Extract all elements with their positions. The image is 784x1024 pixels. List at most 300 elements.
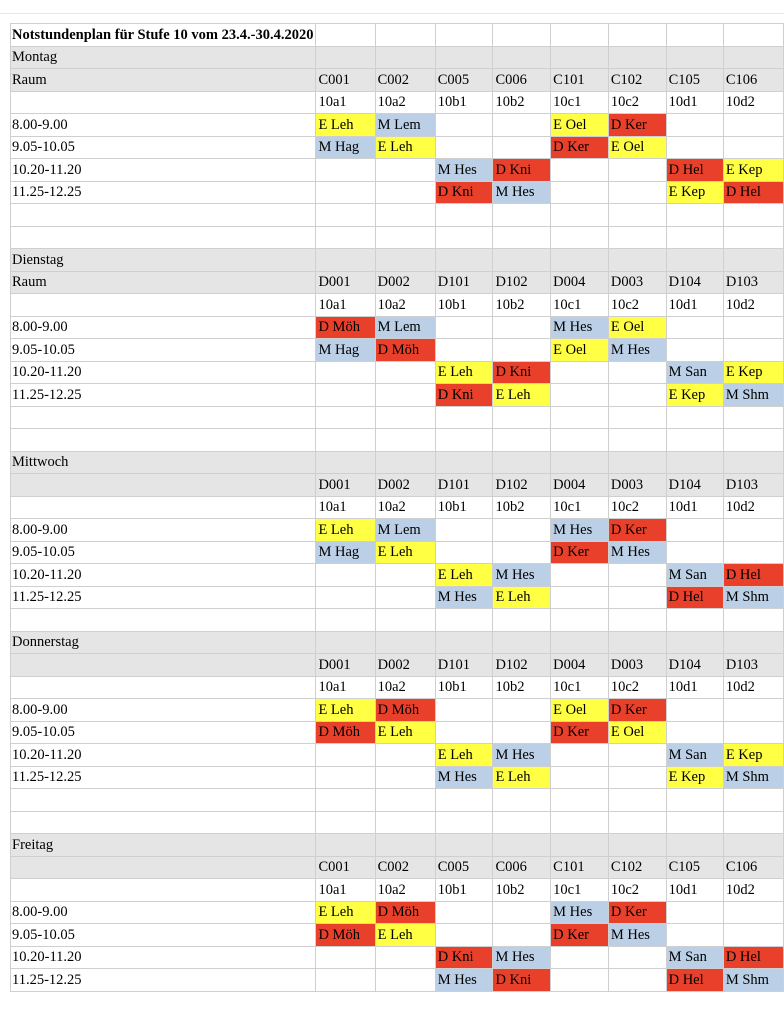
day-header-row (11, 834, 784, 857)
empty-lesson-cell (375, 159, 435, 182)
lesson-cell: D Ker (608, 901, 666, 924)
blank-cell (666, 789, 723, 812)
lesson-cell: M Hes (608, 541, 666, 564)
time-slot: 9.05-10.05 (11, 136, 316, 159)
time-slot: 8.00-9.00 (11, 519, 316, 542)
lesson-row (11, 586, 784, 609)
class-name: 10c1 (551, 294, 609, 317)
time-slot: 11.25-12.25 (11, 586, 316, 609)
room-number: D003 (608, 654, 666, 677)
lesson-cell: E Leh (316, 519, 375, 542)
room-number: C001 (316, 856, 375, 879)
time-slot: 10.20-11.20 (11, 744, 316, 767)
lesson-row (11, 924, 784, 947)
empty-lesson-cell (723, 541, 783, 564)
empty-lesson-cell (666, 721, 723, 744)
room-number: C002 (375, 69, 435, 92)
lesson-cell: D Hel (666, 586, 723, 609)
class-name: 10a2 (375, 676, 435, 699)
lesson-cell: E Oel (551, 114, 609, 137)
blank-cell (435, 789, 493, 812)
lesson-cell: M San (666, 564, 723, 587)
empty-lesson-cell (666, 901, 723, 924)
header-blank-cell (666, 631, 723, 654)
empty-lesson-cell (435, 901, 493, 924)
lesson-cell: M Hag (316, 541, 375, 564)
room-number: C006 (493, 856, 551, 879)
lesson-cell: D Möh (316, 721, 375, 744)
lesson-cell: M Hes (551, 519, 609, 542)
room-number: C001 (316, 69, 375, 92)
empty-lesson-cell (666, 114, 723, 137)
empty-lesson-cell (316, 766, 375, 789)
time-slot: 11.25-12.25 (11, 181, 316, 204)
room-number: D004 (551, 474, 609, 497)
lesson-cell: M Hes (608, 924, 666, 947)
lesson-cell: E Oel (551, 699, 609, 722)
room-number: D101 (435, 654, 493, 677)
time-slot: 9.05-10.05 (11, 924, 316, 947)
class-name: 10c2 (608, 496, 666, 519)
empty-lesson-cell (723, 924, 783, 947)
empty-lesson-cell (723, 316, 783, 339)
header-blank-cell (493, 249, 551, 272)
lesson-row (11, 339, 784, 362)
empty-lesson-cell (435, 699, 493, 722)
lesson-cell: E Leh (493, 384, 551, 407)
blank-cell (375, 406, 435, 429)
lesson-cell: M Hes (435, 159, 493, 182)
empty-lesson-cell (608, 564, 666, 587)
lesson-row (11, 699, 784, 722)
header-blank-cell (608, 46, 666, 69)
class-name: 10d1 (666, 294, 723, 317)
lesson-cell: E Kep (666, 766, 723, 789)
class-row-blank (11, 879, 316, 902)
lesson-cell: M Lem (375, 316, 435, 339)
lesson-cell: E Kep (723, 361, 783, 384)
blank-cell (666, 406, 723, 429)
blank-row (11, 811, 784, 834)
day-header-row (11, 451, 784, 474)
empty-lesson-cell (608, 361, 666, 384)
room-number: D002 (375, 271, 435, 294)
class-row-blank (11, 294, 316, 317)
blank-cell (666, 609, 723, 632)
header-blank-cell (375, 834, 435, 857)
empty-lesson-cell (493, 721, 551, 744)
lesson-cell: E Oel (608, 136, 666, 159)
blank-cell (608, 226, 666, 249)
class-name: 10a1 (316, 496, 375, 519)
room-number: C005 (435, 856, 493, 879)
lesson-row (11, 316, 784, 339)
blank-cell (375, 811, 435, 834)
blank-cell (316, 226, 375, 249)
room-number: D002 (375, 654, 435, 677)
lesson-row (11, 946, 784, 969)
blank-cell (608, 406, 666, 429)
class-row (11, 879, 784, 902)
class-name: 10a2 (375, 91, 435, 114)
page-title: Notstundenplan für Stufe 10 vom 23.4.-30.4.2020 (11, 24, 316, 47)
room-label (11, 654, 316, 677)
blank-cell (493, 789, 551, 812)
lesson-cell: E Leh (375, 136, 435, 159)
header-blank-cell (608, 451, 666, 474)
room-number: D102 (493, 654, 551, 677)
blank-cell (375, 789, 435, 812)
header-blank-cell (723, 631, 783, 654)
blank-cell (723, 609, 783, 632)
time-slot: 8.00-9.00 (11, 699, 316, 722)
lesson-cell: E Leh (493, 766, 551, 789)
empty-lesson-cell (435, 924, 493, 947)
room-number: C106 (723, 856, 783, 879)
room-number: C102 (608, 69, 666, 92)
lesson-cell: E Oel (608, 721, 666, 744)
empty-lesson-cell (551, 361, 609, 384)
time-slot: 11.25-12.25 (11, 384, 316, 407)
class-name: 10b1 (435, 91, 493, 114)
blank-cell (11, 204, 316, 227)
lesson-cell: D Ker (551, 924, 609, 947)
blank-cell (666, 811, 723, 834)
class-name: 10d1 (666, 496, 723, 519)
lesson-cell: D Möh (316, 316, 375, 339)
empty-lesson-cell (723, 339, 783, 362)
room-number: C101 (551, 69, 609, 92)
lesson-cell: E Leh (435, 564, 493, 587)
lesson-row (11, 181, 784, 204)
header-blank-cell (435, 46, 493, 69)
lesson-cell: E Leh (493, 586, 551, 609)
room-row (11, 271, 784, 294)
lesson-row (11, 721, 784, 744)
room-label (11, 474, 316, 497)
blank-cell (493, 609, 551, 632)
header-blank-cell (316, 451, 375, 474)
empty-lesson-cell (375, 766, 435, 789)
blank-row (11, 204, 784, 227)
header-blank-cell (551, 834, 609, 857)
class-row (11, 91, 784, 114)
header-blank-cell (316, 46, 375, 69)
header-blank-cell (435, 631, 493, 654)
empty-lesson-cell (375, 384, 435, 407)
header-blank-cell (723, 46, 783, 69)
blank-cell (435, 406, 493, 429)
empty-lesson-cell (666, 316, 723, 339)
lesson-cell: D Möh (375, 699, 435, 722)
lesson-cell: M Hes (435, 586, 493, 609)
blank-row (11, 406, 784, 429)
room-label: Raum (11, 271, 316, 294)
time-slot: 9.05-10.05 (11, 721, 316, 744)
header-blank-cell (551, 451, 609, 474)
lesson-cell: M Shm (723, 969, 783, 992)
class-name: 10c2 (608, 91, 666, 114)
class-name: 10a2 (375, 879, 435, 902)
room-number: D002 (375, 474, 435, 497)
room-number: D103 (723, 474, 783, 497)
empty-lesson-cell (608, 766, 666, 789)
lesson-cell: D Möh (375, 339, 435, 362)
blank-cell (551, 226, 609, 249)
class-row (11, 496, 784, 519)
header-blank-cell (723, 834, 783, 857)
empty-lesson-cell (375, 969, 435, 992)
header-blank-cell (316, 631, 375, 654)
header-blank-cell (375, 46, 435, 69)
top-divider (0, 13, 784, 14)
lesson-cell: M Hes (493, 564, 551, 587)
time-slot: 11.25-12.25 (11, 766, 316, 789)
blank-row (11, 609, 784, 632)
lesson-cell: E Leh (375, 721, 435, 744)
empty-lesson-cell (723, 136, 783, 159)
empty-lesson-cell (493, 136, 551, 159)
empty-lesson-cell (608, 159, 666, 182)
blank-cell (666, 204, 723, 227)
blank-cell (723, 429, 783, 452)
lesson-row (11, 136, 784, 159)
lesson-cell: D Ker (551, 721, 609, 744)
blank-cell (435, 204, 493, 227)
header-blank-cell (493, 834, 551, 857)
lesson-row (11, 744, 784, 767)
lesson-cell: E Oel (608, 316, 666, 339)
blank-row (11, 429, 784, 452)
lesson-row (11, 901, 784, 924)
day-header-row (11, 631, 784, 654)
empty-lesson-cell (435, 519, 493, 542)
header-blank-cell (375, 631, 435, 654)
empty-lesson-cell (493, 114, 551, 137)
blank-cell (493, 429, 551, 452)
empty-lesson-cell (316, 744, 375, 767)
empty-lesson-cell (316, 946, 375, 969)
empty-lesson-cell (435, 339, 493, 362)
blank-cell (493, 811, 551, 834)
time-slot: 9.05-10.05 (11, 339, 316, 362)
header-blank-cell (375, 249, 435, 272)
blank-cell (608, 204, 666, 227)
blank-cell (666, 429, 723, 452)
room-row (11, 474, 784, 497)
empty-lesson-cell (316, 384, 375, 407)
empty-lesson-cell (375, 181, 435, 204)
empty-lesson-cell (723, 901, 783, 924)
header-blank-cell (608, 249, 666, 272)
class-name: 10c2 (608, 879, 666, 902)
class-name: 10c2 (608, 676, 666, 699)
class-name: 10d1 (666, 879, 723, 902)
blank-cell (723, 811, 783, 834)
time-slot: 10.20-11.20 (11, 564, 316, 587)
blank-cell (11, 609, 316, 632)
empty-lesson-cell (551, 969, 609, 992)
room-number: D104 (666, 271, 723, 294)
room-number: D102 (493, 271, 551, 294)
blank-cell (493, 226, 551, 249)
room-number: D003 (608, 271, 666, 294)
lesson-cell: D Ker (608, 699, 666, 722)
class-name: 10b1 (435, 676, 493, 699)
empty-lesson-cell (666, 136, 723, 159)
blank-cell (11, 811, 316, 834)
room-number: D101 (435, 474, 493, 497)
header-blank-cell (551, 631, 609, 654)
class-name: 10c1 (551, 91, 609, 114)
time-slot: 11.25-12.25 (11, 969, 316, 992)
title-row (11, 24, 784, 47)
empty-lesson-cell (316, 159, 375, 182)
header-blank-cell (493, 46, 551, 69)
class-name: 10b1 (435, 496, 493, 519)
empty-lesson-cell (375, 744, 435, 767)
blank-cell (723, 789, 783, 812)
blank-cell (551, 811, 609, 834)
empty-lesson-cell (551, 766, 609, 789)
blank-cell (608, 811, 666, 834)
room-row (11, 654, 784, 677)
header-blank-cell (493, 631, 551, 654)
blank-cell (435, 811, 493, 834)
empty-lesson-cell (551, 564, 609, 587)
blank-cell (493, 406, 551, 429)
empty-lesson-cell (435, 316, 493, 339)
header-blank-cell (435, 451, 493, 474)
lesson-cell: M Shm (723, 384, 783, 407)
lesson-cell: E Kep (666, 384, 723, 407)
class-name: 10a2 (375, 496, 435, 519)
header-blank-cell (608, 631, 666, 654)
lesson-cell: D Kni (493, 159, 551, 182)
lesson-cell: M Hes (435, 766, 493, 789)
time-slot: 10.20-11.20 (11, 361, 316, 384)
empty-lesson-cell (375, 586, 435, 609)
class-name: 10d1 (666, 676, 723, 699)
lesson-cell: D Möh (375, 901, 435, 924)
lesson-cell: E Leh (435, 744, 493, 767)
lesson-cell: E Leh (316, 699, 375, 722)
empty-lesson-cell (666, 541, 723, 564)
time-slot: 9.05-10.05 (11, 541, 316, 564)
blank-cell (316, 204, 375, 227)
class-name: 10a1 (316, 294, 375, 317)
lesson-cell: M Hes (551, 901, 609, 924)
lesson-cell: D Hel (666, 969, 723, 992)
lesson-cell: M Hes (608, 339, 666, 362)
lesson-cell: E Kep (723, 744, 783, 767)
lesson-cell: D Kni (435, 384, 493, 407)
header-blank-cell (723, 451, 783, 474)
lesson-cell: D Hel (723, 181, 783, 204)
empty-lesson-cell (551, 586, 609, 609)
lesson-cell: M Hag (316, 136, 375, 159)
empty-lesson-cell (435, 541, 493, 564)
class-row (11, 676, 784, 699)
room-number: D001 (316, 271, 375, 294)
blank-cell (723, 406, 783, 429)
blank-cell (316, 429, 375, 452)
empty-lesson-cell (723, 721, 783, 744)
lesson-cell: E Oel (551, 339, 609, 362)
empty-lesson-cell (493, 924, 551, 947)
room-number: C006 (493, 69, 551, 92)
class-name: 10a1 (316, 879, 375, 902)
header-blank-cell (316, 834, 375, 857)
blank-cell (316, 811, 375, 834)
header-blank-cell (551, 46, 609, 69)
blank-cell (435, 226, 493, 249)
blank-cell (723, 204, 783, 227)
room-number: C105 (666, 69, 723, 92)
empty-lesson-cell (493, 339, 551, 362)
empty-lesson-cell (608, 384, 666, 407)
lesson-cell: D Ker (551, 136, 609, 159)
class-name: 10d2 (723, 496, 783, 519)
empty-lesson-cell (608, 744, 666, 767)
room-row (11, 856, 784, 879)
empty-lesson-cell (493, 316, 551, 339)
class-name: 10b1 (435, 294, 493, 317)
room-number: D103 (723, 271, 783, 294)
lesson-cell: E Leh (375, 924, 435, 947)
blank-cell (551, 609, 609, 632)
lesson-cell: E Leh (316, 114, 375, 137)
blank-cell (723, 226, 783, 249)
lesson-cell: M Hes (493, 744, 551, 767)
header-blank-cell (493, 451, 551, 474)
header-blank-cell (723, 249, 783, 272)
blank-cell (375, 609, 435, 632)
header-blank-cell (666, 46, 723, 69)
blank-cell (608, 609, 666, 632)
empty-lesson-cell (493, 541, 551, 564)
blank-row (11, 226, 784, 249)
empty-lesson-cell (666, 519, 723, 542)
header-blank-cell (551, 249, 609, 272)
blank-cell (375, 429, 435, 452)
room-number: D103 (723, 654, 783, 677)
empty-lesson-cell (435, 114, 493, 137)
empty-lesson-cell (493, 901, 551, 924)
empty-lesson-cell (435, 721, 493, 744)
class-name: 10d2 (723, 676, 783, 699)
blank-cell (435, 429, 493, 452)
day-name: Dienstag (11, 249, 316, 272)
day-header-row (11, 249, 784, 272)
lesson-cell: E Leh (316, 901, 375, 924)
room-number: D104 (666, 654, 723, 677)
lesson-cell: D Kni (435, 181, 493, 204)
empty-lesson-cell (375, 564, 435, 587)
blank-cell (316, 789, 375, 812)
lesson-cell: E Leh (435, 361, 493, 384)
lesson-cell: M Hes (435, 969, 493, 992)
lesson-cell: D Hel (723, 946, 783, 969)
time-slot: 8.00-9.00 (11, 114, 316, 137)
class-name: 10a1 (316, 676, 375, 699)
empty-lesson-cell (551, 181, 609, 204)
blank-cell (493, 204, 551, 227)
class-name: 10b2 (493, 676, 551, 699)
lesson-cell: D Ker (551, 541, 609, 564)
day-name: Donnerstag (11, 631, 316, 654)
lesson-cell: M San (666, 946, 723, 969)
